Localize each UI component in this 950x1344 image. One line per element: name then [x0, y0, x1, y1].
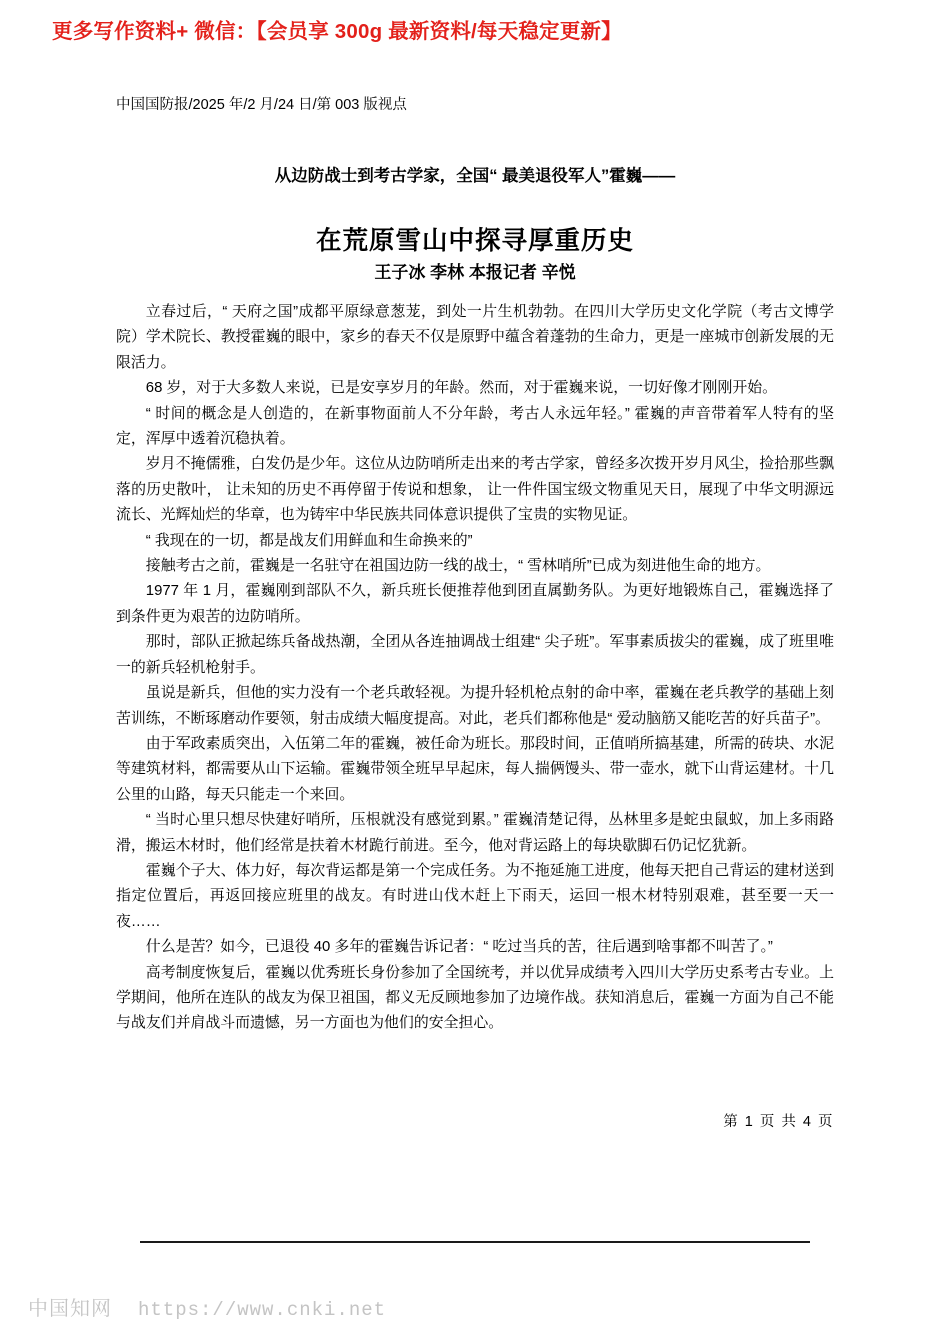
footer-divider — [140, 1241, 810, 1243]
promo-banner-text: 更多写作资料+ 微信：【会员享 300g 最新资料/每天稳定更新】 — [52, 20, 622, 43]
article-paragraph: 接触考古之前，霍巍是一名驻守在祖国边防一线的战士，“ 雪林哨所”已成为刻进他生命的地方。 — [145, 558, 771, 575]
article-subtitle: 从边防战士到考古学家，全国“ 最美退役军人”霍巍—— — [274, 167, 676, 185]
article-paragraph: 霍巍个子大、体力好，每次背运都是第一个完成任务。为不拖延施工进度，他每天把自己背运的建材送到指定位置后，再返回接应班里的战友。有时进山伐木赶上下雨天，运回一根木材特别艰难，甚至要一天一夜…… — [116, 862, 834, 930]
article-paragraph: “ 时间的概念是人创造的，在新事物面前人不分年龄，考古人永远年轻。” 霍巍的声音带着军人特有的坚定，浑厚中透着沉稳执着。 — [116, 405, 834, 448]
article-paragraph: 由于军政素质突出，入伍第二年的霍巍，被任命为班长。那段时间，正值哨所搞基建，所需的砖块、水泥等建筑材料，都需要从山下运输。霍巍带领全班早早起床，每人揣俩馒头、带一壶水，就下山背运建材。十几公里的山路，每天只能走一个来回。 — [116, 735, 834, 803]
watermark-url: https://www.cnki.net — [138, 1299, 387, 1321]
article-byline: 王子冰 李林 本报记者 辛悦 — [374, 263, 576, 282]
article-paragraph: 68 岁，对于大多数人来说，已是安享岁月的年龄。然而，对于霍巍来说，一切好像才刚刚开始。 — [145, 380, 778, 397]
article-paragraph: 那时，部队正掀起练兵备战热潮，全团从各连抽调战士组建“ 尖子班”。军事素质拔尖的霍巍，成了班里唯一的新兵轻机枪射手。 — [116, 634, 834, 676]
cnki-watermark — [28, 1292, 386, 1321]
article-title: 在荒原雪山中探寻厚重历史 — [315, 227, 634, 256]
article-paragraph: 岁月不掩儒雅，白发仍是少年。这位从边防哨所走出来的考古学家，曾经多次拨开岁月风尘，捡拾那些飘落的历史散叶， 让未知的历史不再停留于传说和想象， 让一件件国宝级文物重见天日，展现了中华文明源远流长、光辉灿烂的华章，也为铸牢中华民族共同体意识提供了宝贵的实物见证。 — [116, 456, 834, 524]
page-number: 第 1 页 共 4 页 — [723, 1114, 834, 1130]
article-paragraph: 立春过后，“ 天府之国”成都平原绿意葱茏，到处一片生机勃勃。在四川大学历史文化学院（考古文博学院）学术院长、教授霍巍的眼中，家乡的春天不仅是原野中蕴含着蓬勃的生命力，更是一座城市创新发展的无限活力。 — [116, 304, 834, 371]
article-paragraph: 1977 年 1 月，霍巍刚到部队不久，新兵班长便推荐他到团直属勤务队。为更好地锻炼自己，霍巍选择了到条件更为艰苦的边防哨所。 — [116, 583, 834, 625]
article-paragraph: 高考制度恢复后，霍巍以优秀班长身份参加了全国统考，并以优异成绩考入四川大学历史系考古专业。上学期间，他所在连队的战友为保卫祖国，都义无反顾地参加了边境作战。获知消息后，霍巍一方面为自己不能与战友们并肩战斗而遗憾，另一方面也为他们的安全担心。 — [116, 964, 834, 1032]
article-paragraph: “ 当时心里只想尽快建好哨所，压根就没有感觉到累。” 霍巍清楚记得，丛林里多是蛇虫鼠蚁，加上多雨路滑，搬运木材时，他们经常是扶着木材跪行前进。至今，他对背运路上的每块歇脚石仍记忆犹新。 — [116, 812, 834, 854]
article-paragraph: 虽说是新兵，但他的实力没有一个老兵敢轻视。为提升轻机枪点射的命中率，霍巍在老兵教学的基础上刻苦训练，不断琢磨动作要领，射击成绩大幅度提高。对此，老兵们都称他是“ 爱动脑筋又能吃苦的好兵苗子”。 — [116, 685, 834, 727]
publication-source-line: 中国国防报/2025 年/2 月/24 日/第 003 版视点 — [116, 97, 407, 113]
article-paragraph: “ 我现在的一切，都是战友们用鲜血和生命换来的” — [145, 532, 473, 549]
article-body — [116, 300, 834, 1037]
article-paragraph: 什么是苦？如今，已退役 40 多年的霍巍告诉记者：“ 吃过当兵的苦，往后遇到啥事都不叫苦了。” — [145, 939, 773, 956]
watermark-label: 中国知网 — [28, 1298, 112, 1320]
